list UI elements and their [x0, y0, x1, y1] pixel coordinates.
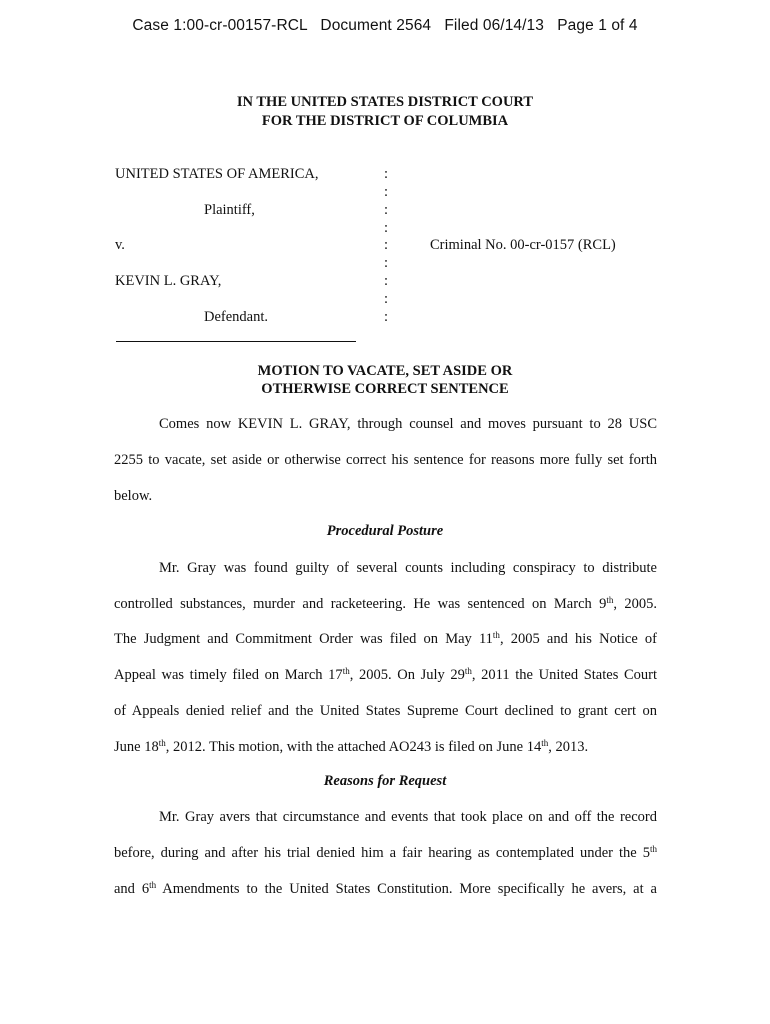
- procedural-line: [114, 667, 657, 684]
- text-run: Appeal was timely filed on March 17: [114, 667, 343, 683]
- text-run: , 2011 the United States Court: [471, 667, 657, 683]
- ordinal-suffix: th: [149, 880, 157, 890]
- reasons-line: [114, 881, 657, 898]
- text-run: Amendments to the United States Constitution. More specifically he avers, at a: [156, 881, 657, 897]
- court-name-line-1: IN THE UNITED STATES DISTRICT COURT: [236, 94, 534, 110]
- caption-colon: :: [384, 291, 389, 307]
- plaintiff-role: Plaintiff,: [204, 202, 255, 218]
- caption-colon: :: [384, 237, 389, 253]
- defendant-name: KEVIN L. GRAY,: [115, 273, 222, 289]
- reasons-line: Mr. Gray avers that circumstance and events that took place on and off the record: [159, 809, 657, 825]
- procedural-line: Mr. Gray was found guilty of several counts including conspiracy to distribute: [159, 560, 657, 576]
- caption-colon: :: [384, 309, 389, 325]
- procedural-line: [114, 631, 657, 648]
- versus: v.: [115, 237, 125, 253]
- text-run: The Judgment and Commitment Order was filed on May 11: [114, 631, 493, 647]
- procedural-line: of Appeals denied relief and the United States Supreme Court declined to grant cert on: [114, 703, 657, 719]
- case-number: Criminal No. 00-cr-0157 (RCL): [430, 237, 616, 253]
- caption-colon: :: [384, 202, 389, 218]
- ordinal-suffix: th: [464, 666, 472, 676]
- caption-divider: [116, 341, 356, 342]
- text-run: June 18: [114, 739, 159, 755]
- text-run: , 2012. This motion, with the attached AO243 is filed on June 14: [165, 739, 542, 755]
- ordinal-suffix: th: [492, 630, 500, 640]
- motion-title-line-1: MOTION TO VACATE, SET ASIDE OR: [257, 363, 513, 379]
- text-run: and 6: [114, 881, 150, 897]
- caption-colon: :: [384, 255, 389, 271]
- motion-title-line-2: OTHERWISE CORRECT SENTENCE: [261, 381, 509, 397]
- defendant-role: Defendant.: [204, 309, 269, 325]
- text-run: before, during and after his trial denied him a fair hearing as contemplated under the 5: [114, 845, 650, 861]
- text-run: , 2013.: [548, 739, 589, 755]
- plaintiff-name: UNITED STATES OF AMERICA,: [115, 166, 319, 182]
- text-run: , 2005 and his Notice of: [499, 631, 658, 647]
- ordinal-suffix: th: [541, 738, 549, 748]
- text-run: , 2005. On July 29: [349, 667, 465, 683]
- text-run: , 2005.: [613, 596, 658, 612]
- ordinal-suffix: th: [649, 844, 657, 854]
- section-heading-procedural-posture: Procedural Posture: [326, 523, 444, 539]
- caption-colon: :: [384, 166, 389, 182]
- ecf-header-stamp: Case 1:00-cr-00157-RCL Document 2564 Filed 06/14/13 Page 1 of 4: [132, 17, 638, 34]
- procedural-line: [114, 596, 657, 613]
- caption-colon: :: [384, 184, 389, 200]
- intro-line: 2255 to vacate, set aside or otherwise correct his sentence for reasons more fully set forth: [114, 452, 657, 468]
- procedural-line: [114, 739, 657, 756]
- ordinal-suffix: th: [158, 738, 166, 748]
- ordinal-suffix: th: [606, 595, 614, 605]
- caption-colon: :: [384, 220, 389, 236]
- section-heading-reasons-for-request: Reasons for Request: [323, 773, 447, 789]
- intro-line: below.: [114, 488, 153, 504]
- text-run: controlled substances, murder and racketeering. He was sentenced on March 9: [114, 596, 607, 612]
- court-name-line-2: FOR THE DISTRICT OF COLUMBIA: [261, 113, 509, 129]
- intro-line: Comes now KEVIN L. GRAY, through counsel and moves pursuant to 28 USC: [159, 416, 657, 432]
- reasons-line: [114, 845, 657, 862]
- caption-colon: :: [384, 273, 389, 289]
- ordinal-suffix: th: [342, 666, 350, 676]
